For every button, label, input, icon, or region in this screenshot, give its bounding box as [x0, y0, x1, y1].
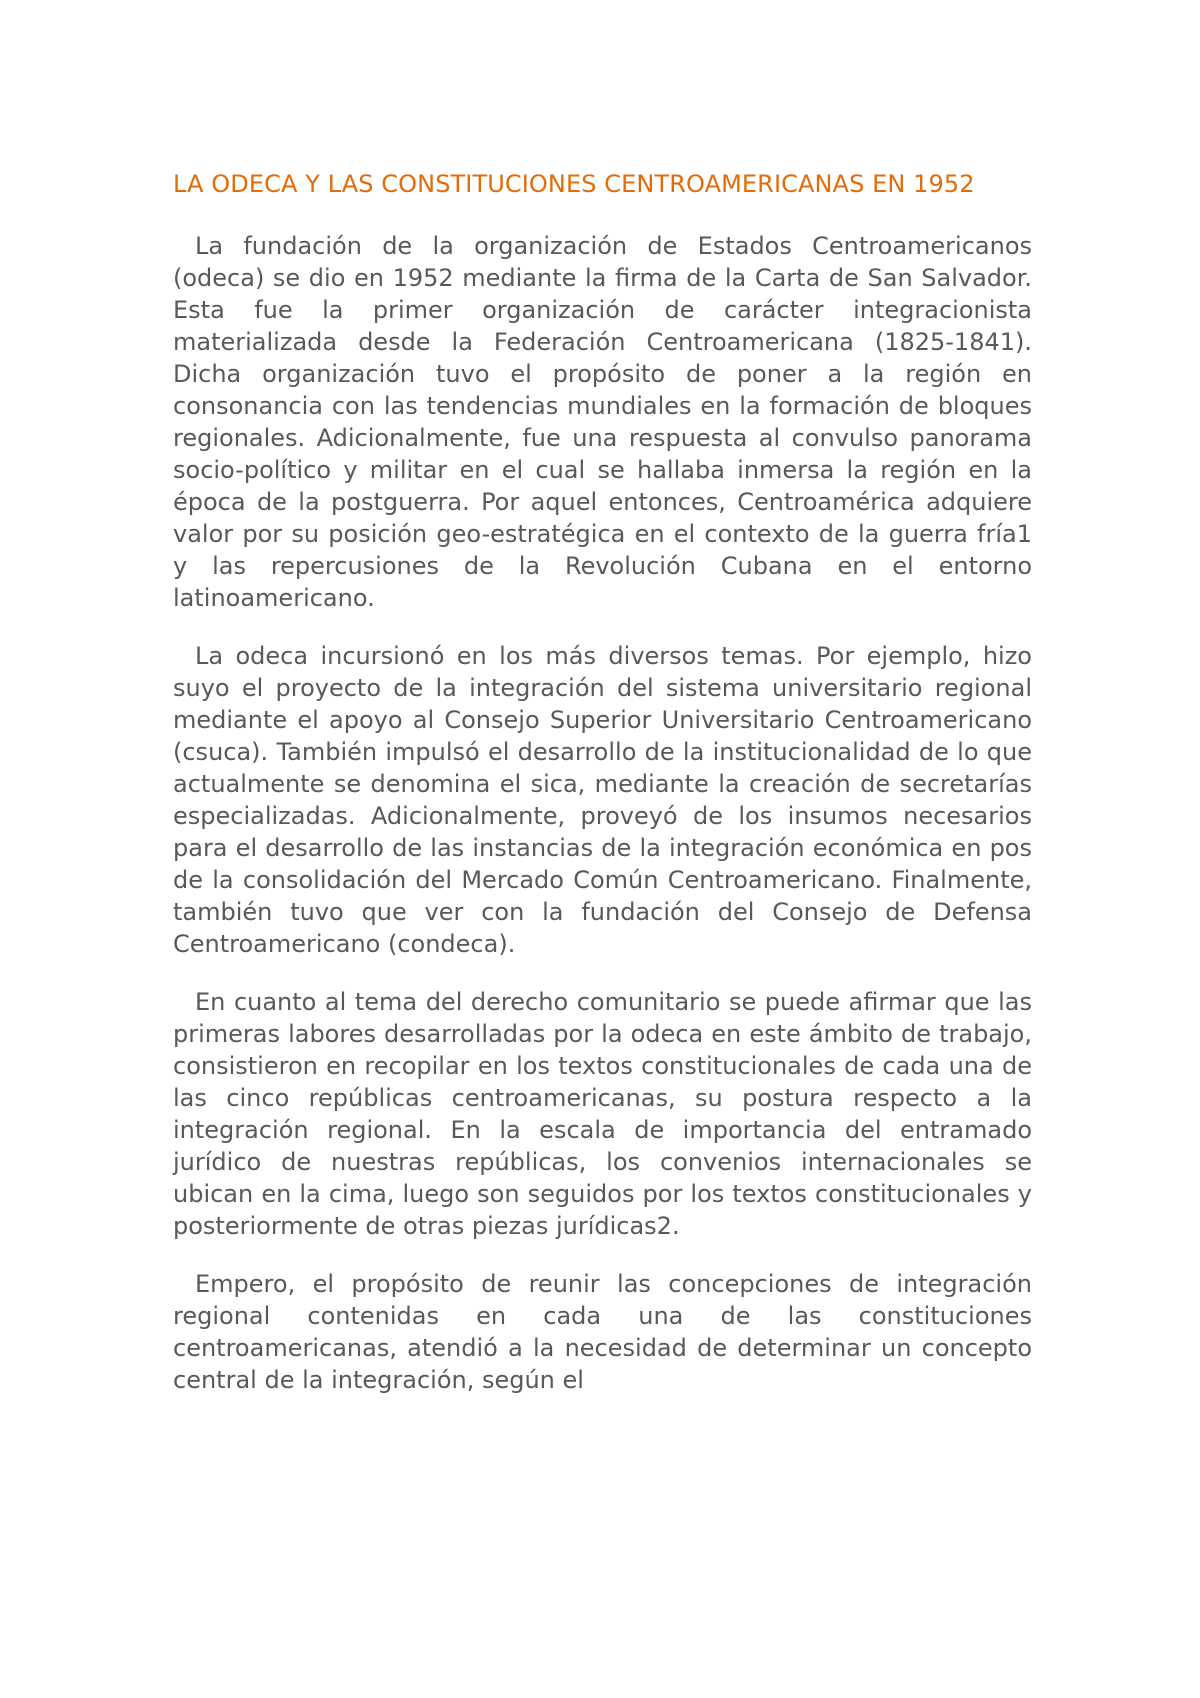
paragraph-1: La fundación de la organización de Estados Centroamericanos (odeca) se dio en 1952 mediante la firma de la Carta de San Salvador. Esta fue la primer organización de carácter integracionista materializada desde la Federación Centroamericana (1825-1841). Dicha organización tuvo el propósito de poner a la región en consonancia con las tendencias mundiales en la formación de bloques regionales. Adicionalmente, fue una respuesta al convulso panorama socio-político y militar en el cual se hallaba inmersa la región en la época de la postguerra. Por aquel entonces, Centroamérica adquiere valor por su posición geo-estratégica en el contexto de la guerra fría1 y las repercusiones de la Revolución Cubana en el entorno latinoamericano. [173, 232, 1032, 612]
paragraph-4: Empero, el propósito de reunir las concepciones de integración regional contenidas en cada una de las constituciones centroamericanas, atendió a la necesidad de determinar un concepto central de la integración, según el [173, 1270, 1032, 1394]
document-title: LA ODECA Y LAS CONSTITUCIONES CENTROAMERICANAS EN 1952 [173, 170, 975, 198]
paragraph-3: En cuanto al tema del derecho comunitario se puede afirmar que las primeras labores desarrolladas por la odeca en este ámbito de trabajo, consistieron en recopilar en los textos constitucionales de cada una de las cinco repúblicas centroamericanas, su postura respecto a la integración regional. En la escala de importancia del entramado jurídico de nuestras repúblicas, los convenios internacionales se ubican en la cima, luego son seguidos por los textos constitucionales y posteriormente de otras piezas jurídicas2. [173, 988, 1032, 1240]
paragraph-spacer [173, 614, 1032, 640]
title-spacer [173, 200, 1032, 230]
paragraph-2: La odeca incursionó en los más diversos temas. Por ejemplo, hizo suyo el proyecto de la integración del sistema universitario regional mediante el apoyo al Consejo Superior Universitario Centroamericano (csuca). También impulsó el desarrollo de la institucionalidad de lo que actualmente se denomina el sica, mediante la creación de secretarías especializadas. Adicionalmente, proveyó de los insumos necesarios para el desarrollo de las instancias de la integración económica en pos de la consolidación del Mercado Común Centroamericano. Finalmente, también tuvo que ver con la fundación del Consejo de Defensa Centroamericano (condeca). [173, 642, 1032, 958]
paragraph-spacer [173, 960, 1032, 986]
document-content [173, 168, 1032, 1396]
paragraph-spacer [173, 1242, 1032, 1268]
